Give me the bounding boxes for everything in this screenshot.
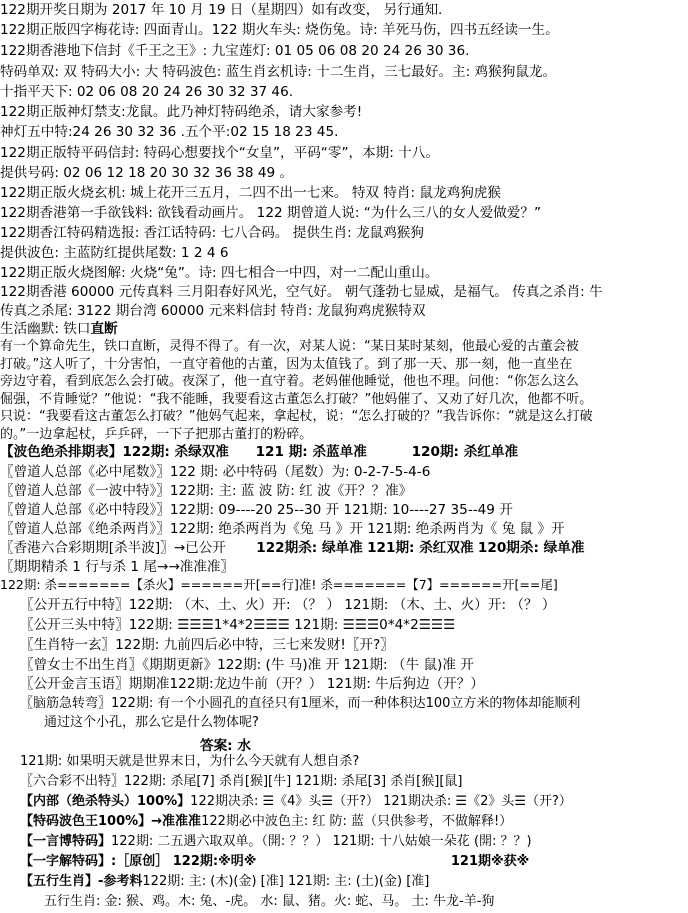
teduan-row: [0, 501, 688, 519]
text-line: 传真之杀尾: 3122 期台湾 60000 元来料信封 特肖: 龙鼠狗鸡虎猴特双: [0, 303, 426, 319]
yixuan-label: 〖生肖特一玄〗: [20, 637, 116, 653]
q121-row: 121期: 如果明天就是世界末日，为什么今天就有人想自杀?: [20, 754, 360, 769]
yizijie-label: 【一字解特码】:［原创］: [20, 854, 169, 869]
yibo-label: 〖曾道人总部《一波中特》〗: [0, 483, 170, 499]
yiyan-row: [20, 833, 688, 851]
answer-text: 答案: 水: [200, 738, 251, 754]
liuhe-public: →已公开: [173, 540, 226, 556]
yixuan-value: 122期: 九前四后必中特，三七来发财!〖开?〗: [115, 637, 394, 653]
yiyan-label: 【一言博特码】: [20, 834, 112, 849]
bose-row: [0, 443, 688, 461]
text-line: 122期正版特平码信封: 特码心想要找个“女皇”，平码“零”，本期: 十八。: [0, 145, 439, 161]
text-line: 提供号码: 02 06 12 18 20 30 32 36 38 49 。: [0, 165, 294, 181]
para-line: 有一个算命先生，铁口直断，灵得不得了。有一次，对某人说：“某日某时某刻，他最心爱的古董会被: [0, 339, 579, 354]
zengnvshi-row: [20, 656, 688, 674]
zengnvshi-label: 〖曾女士不出生肖〗《期期更新》: [20, 657, 218, 673]
santou-label: 〖公开三头中特〗: [20, 617, 129, 633]
tebo-label: 【特码波色王100%】→准准准: [20, 814, 202, 829]
buchute-row: [20, 773, 688, 791]
yibo-value: 122期: 主: 蓝 波 防: 红 波《开？？准》: [169, 483, 413, 499]
text-line: 十指平天下: 02 06 08 20 24 26 30 32 37 46.: [0, 84, 294, 100]
teduan-label: 〖曾道人总部《必中特段》〗: [0, 502, 170, 518]
jinyan-value: 龙边牛前（开？） 121期: 牛后狗边（开？）: [213, 676, 484, 692]
zengnvshi-value: 122期: (牛 马)准 开 121期: （牛 鼠)准 开: [217, 657, 474, 673]
yiyan-value: 122期: 二五遇六取双单。（開: ？？） 121期: 十八姑娘一朵花 (開: ？？): [111, 834, 532, 849]
weishu-value: 122 期: 必中特码（尾数）为: 0-2-7-5-4-6: [169, 464, 431, 480]
humor-title-bold: 直断: [90, 321, 118, 337]
santou-value: 122期: ☰☰☰1*4*2☰☰☰ 121期: ☰☰☰0*4*2☰☰☰: [128, 617, 456, 633]
jinyan-label: 〖公开金言玉语〗期期准122期:: [20, 676, 214, 692]
wuxing-row: [20, 596, 688, 614]
wxsx-row: [20, 873, 688, 891]
para-line: 旁边守着，看到底怎么会打破。夜深了，他一直守着。老妈催他睡觉，他也不理。问他：“你怎么这么: [0, 374, 579, 389]
bose-122: 122期: 杀绿双准: [122, 444, 229, 460]
yizijie-121: 121期※获※: [450, 854, 530, 869]
liuhe-row: [0, 539, 688, 557]
weishu-row: [0, 463, 688, 481]
para-line: 只说：“我要看这古董怎么打破？”他妈气起来，拿起杖，说：“怎么打破的？”我告诉你：“就是这么打破: [0, 409, 593, 424]
naojin-question: 122期: 有一个小圆孔的直径只有1厘米，而一种体积达100立方米的物体却能顺利: [111, 696, 581, 711]
humor-title: [0, 320, 688, 338]
liuhe-120: 120期杀: 绿单准: [477, 540, 585, 556]
liuhe-121: 121期: 杀红双准: [367, 540, 474, 556]
text-line: 122期正版火烧图解: 火烧“兔”。诗: 四七相合一中四，对一二配山重山。: [0, 265, 439, 281]
santou-row: [20, 616, 688, 634]
liuhe-122: 122期杀: 绿单准: [256, 540, 363, 556]
yizijie-row: [20, 853, 688, 871]
liangxiao-row: [0, 520, 688, 538]
naojin-row: [20, 695, 688, 713]
buchute-label: 〖六合彩不出特〗: [20, 774, 125, 789]
weishu-label: 〖曾道人总部《必中尾数》〗: [0, 464, 170, 480]
neibu-label: 【内部（绝杀特头）100%】: [20, 794, 191, 809]
text-line: 122期正版四字梅花诗: 四面青山。122 期火车头: 烧伤兔。诗: 羊死马伤，四书五经读一生。: [0, 22, 559, 38]
text-line: 122期香港第一手欲钱料: 欲钱看动画片。 122 期曾道人说: “为什么三八的女人爱做爱？”: [0, 205, 542, 221]
naojin-row-2: 通过这个小孔，那么它是什么物体呢?: [44, 715, 259, 730]
neibu-value: 122期决杀: ☰《4》头☰（开?） 121期决杀: ☰《2》头☰（开?）: [190, 794, 572, 809]
para-line: 的。”一边拿起杖，乒乒砰，一下子把那古董打的粉碎。: [0, 426, 313, 442]
bose-label: 【波色绝杀排期表】: [0, 444, 123, 460]
wxsx-label: 【五行生肖】-参考料: [20, 874, 143, 889]
text-line: 提供波色: 主蓝防红提供尾数: 1 2 4 6: [0, 245, 229, 261]
tebo-row: [20, 813, 688, 831]
wuxing-value: 122期: （木、土、火）开: （？ ） 121期: （木、土、火）开: （？ ）: [128, 597, 556, 613]
humor-paragraph: [0, 338, 688, 443]
text-line: 122期正版神灯禁支:龙鼠。此乃神灯特码绝杀，请大家参考!: [0, 104, 363, 120]
jinyan-row: [20, 675, 688, 693]
text-line: 122期开奖日期为 2017 年 10 月 19 日（星期四）如有改变， 另行通知.: [0, 2, 443, 18]
wxsx-row-2: 五行生肖: 金: 猴、鸡。木: 兔、-虎。 水: 鼠、猪。火: 蛇、马。 土: 牛龙-羊-狗: [44, 894, 495, 909]
text-line: 122期香江特码精选报: 香江话特码: 七八合码。 提供生肖: 龙鼠鸡猴狗: [0, 225, 424, 241]
jingsha-row: 〖期期精杀 1 行与杀 1 尾→→准准准〗: [0, 559, 235, 575]
buchute-value: 122期: 杀尾[7] 杀肖[猴][牛] 121期: 杀尾[3] 杀肖[猴][鼠]: [124, 774, 463, 789]
text-line: 122期香港 60000 元传真料 三月阳春好风光，空气好。 朝气蓬勃七显威，是福气。 传真之杀肖: 牛: [0, 284, 603, 300]
tebo-value: 122期必中波色主: 红 防: 蓝（只供参考，不做解释!）: [201, 814, 513, 829]
bose-120: 120期: 杀红单准: [411, 444, 519, 460]
para-line: 打破。”这人听了，十分害怕，一直守着他的古董，因为太值钱了。到了那一天、那一刻，他一直坐在: [0, 356, 573, 372]
neibu-row: [20, 793, 688, 811]
sha122-row: 122期: 杀=======【杀火】======开[==行]准! 杀=======【7】======开[==尾]: [0, 577, 558, 592]
liangxiao-label: 〖曾道人总部《绝杀两肖》〗: [0, 521, 170, 537]
para-line: 倔强，不肯睡觉？”他说：“我不能睡，我要看这古董怎么打破？”他妈催了、又劝了好几次，他都不听。: [0, 391, 593, 407]
liangxiao-value: 122期: 绝杀两肖为《兔 马 》开 121期: 绝杀两肖为《 兔 鼠 》开: [169, 521, 565, 537]
yixuan-row: [20, 636, 688, 654]
yizijie-122: 122期:※明※: [172, 854, 257, 869]
teduan-value: 122期: 09----20 25--30 开 121期: 10----27 35--49 开: [169, 502, 513, 518]
yibo-row: [0, 482, 688, 500]
text-line: 特码单双: 双 特码大小: 大 特码波色: 蓝生肖玄机诗: 十二生肖，三七最好。主: 鸡猴狗鼠龙。: [0, 64, 557, 80]
wxsx-value: 122期: 主: (木)(金) [准] 121期: 主: (土)(金) [准]: [142, 874, 430, 889]
bose-121: 121 期: 杀蓝单准: [255, 444, 367, 460]
wuxing-label: 〖公开五行中特〗: [20, 597, 129, 613]
naojin-label: 〖脑筋急转弯〗: [20, 696, 112, 711]
text-line: 122期正版火烧玄机: 城上花开三五月，二四不出一七来。 特双 特肖: 鼠龙鸡狗虎猴: [0, 185, 501, 201]
text-line: 神灯五中特:24 26 30 32 36 .五个平:02 15 18 23 45.: [0, 124, 339, 140]
text-line: 122期香港地下信封《千王之王》: 九宝莲灯: 01 05 06 08 20 24 26 30 36.: [0, 43, 470, 59]
liuhe-label: 〖香港六合彩期期[杀半波]〗: [0, 540, 174, 556]
humor-title-text: 生活幽默: 铁口: [0, 321, 91, 337]
